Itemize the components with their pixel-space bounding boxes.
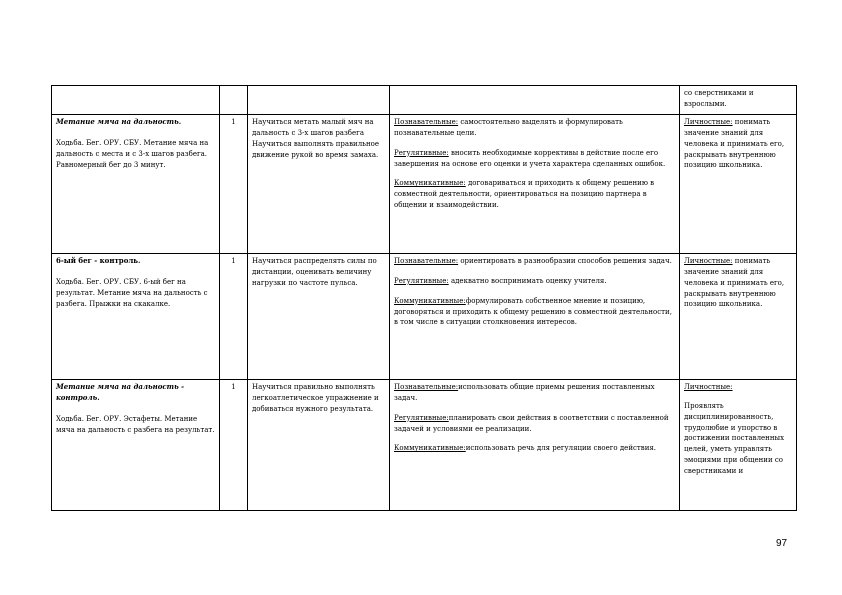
table-row [52, 254, 797, 380]
table-row [52, 380, 797, 511]
lesson-title: Метание мяча на дальность - контроль. [56, 382, 185, 402]
communicative-label: Коммуникативные: [394, 444, 466, 453]
regulatory-label: Регулятивные: [394, 148, 449, 157]
personal-text: понимать значение знаний для человека и принимать его, раскрывать внутреннюю позицию школьника. [684, 257, 785, 309]
meta-results-cell [390, 254, 680, 380]
regulatory-text: адекватно воспринимать оценку учителя. [448, 276, 607, 285]
personal-text: Проявлять дисциплинированность, трудолюбие и упорство в достижении поставленных целей, уметь управлять эмоциями при общении со сверстниками и [684, 401, 785, 475]
cognitive-text: использовать общие приемы решения поставленных задач. [394, 383, 655, 402]
topic-cell [52, 254, 220, 380]
cognitive-label: Познавательные: [394, 118, 459, 126]
page-number: 97 [776, 538, 788, 549]
meta-results-cell [390, 115, 680, 254]
topic-cell [52, 86, 220, 115]
cognitive-label: Познавательные: [394, 257, 459, 265]
table-row [52, 86, 797, 115]
personal-label: Личностные: [684, 257, 733, 265]
meta-results-cell [390, 86, 680, 115]
cognitive-text: самостоятельно выделять и формулировать познавательные цели. [394, 118, 623, 137]
subject-results-cell [248, 86, 390, 115]
personal-text: понимать значение знаний для человека и принимать его, раскрывать внутреннюю позицию школьника. [684, 118, 785, 170]
regulatory-text: планировать свои действия в соответствии с поставленной задачей и условиями ее реализации. [394, 413, 669, 433]
personal-results-cell [680, 254, 797, 380]
regulatory-label: Регулятивные: [394, 413, 449, 422]
subject-results-cell: Научиться распределять силы по дистанции, оценивать величину нагрузки по частоте пульса. [248, 254, 390, 380]
personal-results-cell [680, 115, 797, 254]
communicative-label: Коммуникативные: [394, 179, 466, 188]
subject-results-cell: Научиться правильно выполнять легкоатлетическое упражнение и добиваться нужного результата. [248, 380, 390, 511]
cognitive-text: ориентировать в разнообразии способов решения задач. [458, 257, 672, 265]
hours-cell [220, 86, 248, 115]
regulatory-label: Регулятивные: [394, 276, 449, 285]
communicative-text: использовать речь для регуляции своего действия. [465, 444, 657, 453]
hours-cell: 1 [220, 115, 248, 254]
hours-cell: 1 [220, 380, 248, 511]
meta-results-cell [390, 380, 680, 511]
personal-label: Личностные: [684, 383, 733, 391]
personal-label: Личностные: [684, 118, 733, 126]
topic-cell [52, 115, 220, 254]
personal-text: со сверстниками и взрослыми. [684, 89, 754, 108]
lesson-content: Ходьба. Бег. ОРУ. Эстафеты. Метание мяча на дальность с разбега на результат. [56, 414, 215, 434]
lesson-content: Ходьба. Бег. ОРУ. СБУ. 6-ый бег на результат. Метание мяча на дальность с разбега. Прыжки на скакалке. [56, 277, 208, 308]
lesson-title: Метание мяча на дальность. [56, 117, 182, 126]
communicative-text: договариваться и приходить к общему решению в совместной деятельности, ориентироваться на позицию партнера в общении и взаимодействии. [394, 179, 655, 210]
lesson-title: 6-ый бег - контроль. [56, 256, 141, 265]
communicative-text: формулировать собственное мнение и позицию, договоряться и приходить к общему решению в совместной деятельности, в том числе в ситуации столкновения интересов. [394, 296, 672, 327]
regulatory-text: вносить необходимые коррективы в действие после его завершения на основе его оценки и учета характера сделанных ошибок. [394, 148, 666, 168]
subject-results-cell: Научиться метать малый мяч на дальность с 3-х шагов разбега Научиться выполнять правильное движение рукой во время замаха. [248, 115, 390, 254]
cognitive-label: Познавательные: [394, 383, 459, 391]
hours-cell: 1 [220, 254, 248, 380]
personal-results-cell [680, 380, 797, 511]
lesson-plan-table [51, 85, 797, 511]
communicative-label: Коммуникативные: [394, 296, 466, 305]
table-row [52, 115, 797, 254]
personal-results-cell [680, 86, 797, 115]
lesson-content: Ходьба. Бег. ОРУ. СБУ. Метание мяча на дальность с места и с 3-х шагов разбега. Равномерный бег до 3 минут. [56, 138, 209, 169]
topic-cell [52, 380, 220, 511]
